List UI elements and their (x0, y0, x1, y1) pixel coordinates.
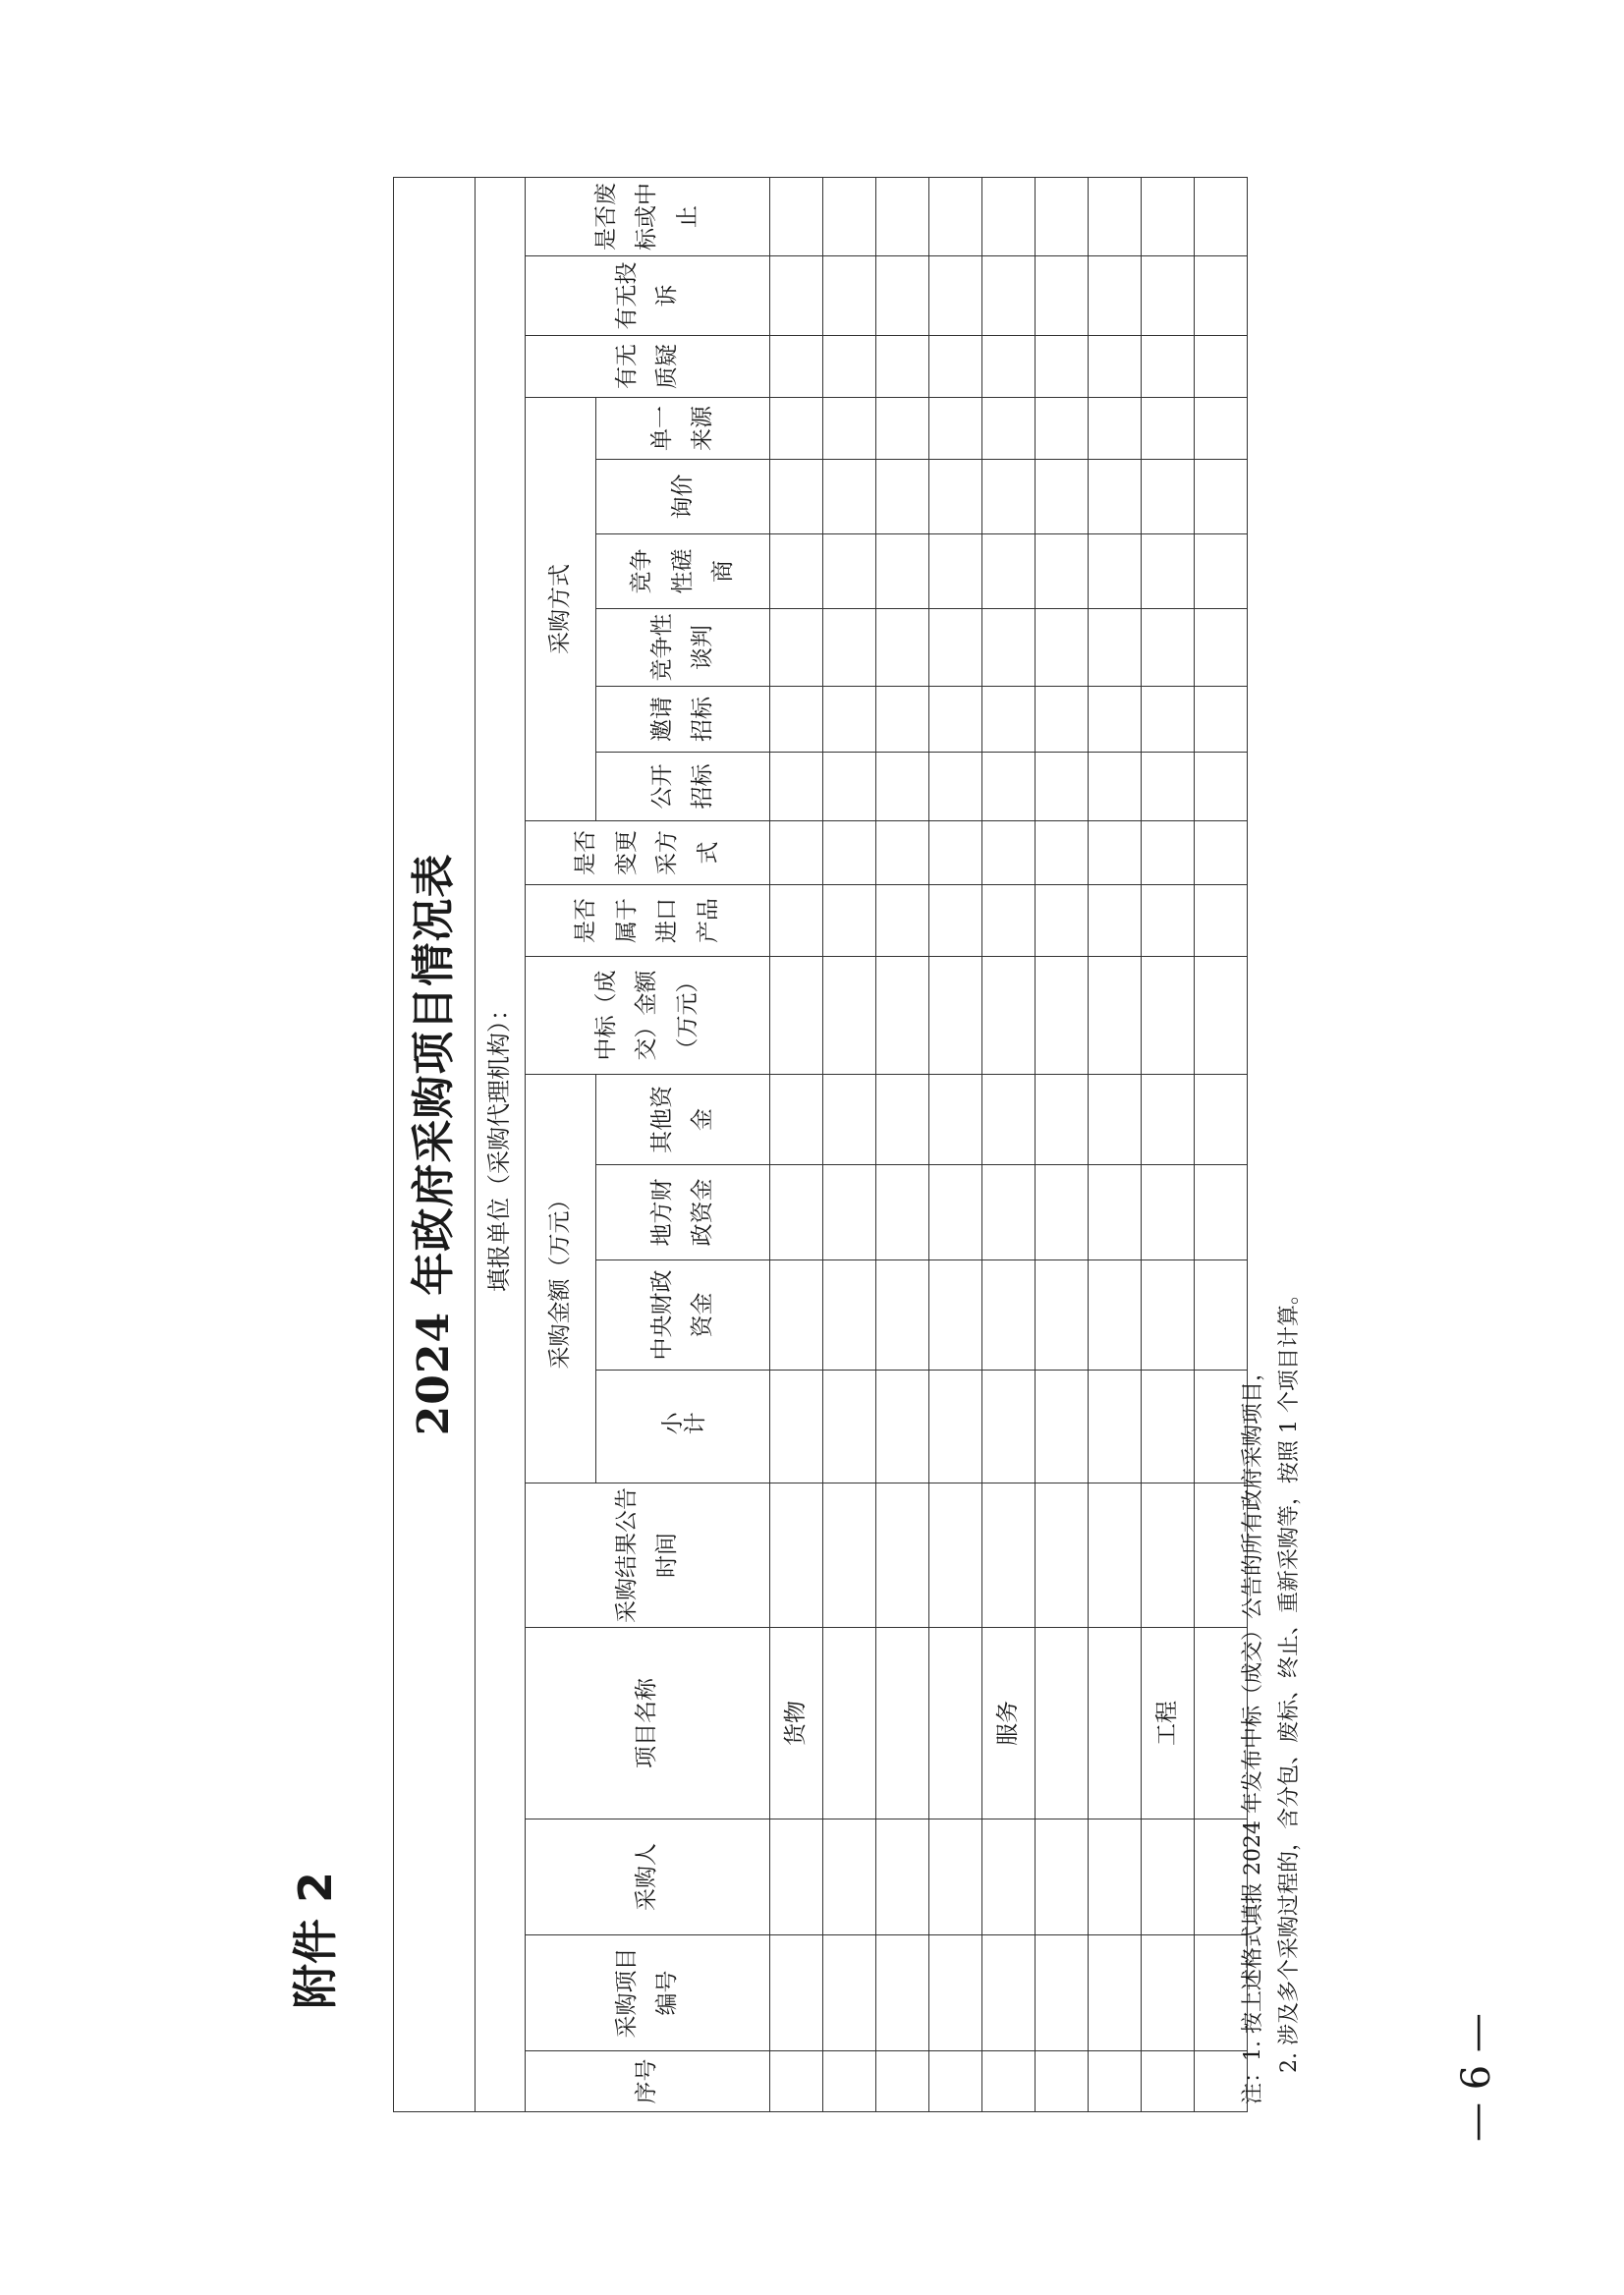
header-local-funds: 地方财政资金 (596, 1165, 770, 1260)
table-row (929, 178, 982, 2112)
table-row (1036, 178, 1089, 2112)
rotated-table-page (393, 183, 1572, 2112)
table-row (876, 178, 929, 2112)
header-project-name: 项目名称 (526, 1628, 770, 1819)
table-row (982, 178, 1036, 2112)
table-row (1142, 178, 1195, 2112)
category-services: 服务 (982, 1628, 1036, 1819)
page-number: — 6 — (1454, 2013, 1499, 2142)
header-seq: 序号 (526, 2051, 770, 2112)
header-single-source: 单一来源 (596, 398, 770, 460)
header-announce-time: 采购结果公告时间 (526, 1483, 770, 1628)
header-inquiry: 询价 (596, 460, 770, 534)
header-invited-tender: 邀请招标 (596, 687, 770, 753)
category-goods: 货物 (770, 1628, 823, 1819)
header-negotiation: 竞争性谈判 (596, 609, 770, 687)
header-method-group: 采购方式 (526, 398, 596, 821)
header-purchaser: 采购人 (526, 1819, 770, 1935)
category-construction: 工程 (1142, 1628, 1195, 1819)
footnote-1: 注：1. 按上述格式填报 2024 年发布中标（成交）公告的所有政府采购项目， (1241, 1360, 1265, 2104)
table-row (823, 178, 876, 2112)
header-amount-group: 采购金额（万元） (526, 1075, 596, 1483)
header-import: 是否属于进口产品 (526, 885, 770, 957)
header-award-amount: 中标（成交）金额（万元） (526, 957, 770, 1075)
table-row (770, 178, 823, 2112)
header-cancel: 是否废标或中止 (526, 178, 770, 256)
table-row (1089, 178, 1142, 2112)
header-central-funds: 中央财政资金 (596, 1260, 770, 1371)
procurement-table (393, 177, 1248, 2112)
header-project-number: 采购项目编号 (526, 1935, 770, 2051)
header-complaint: 有无投诉 (526, 256, 770, 336)
header-open-tender: 公开招标 (596, 753, 770, 821)
header-question: 有无质疑 (526, 336, 770, 398)
header-other-funds: 其他资金 (596, 1075, 770, 1165)
header-method-change: 是否变更采方式 (526, 821, 770, 885)
attachment-label: 附件 2 (289, 1871, 342, 2009)
reporting-unit-label: 填报单位（采购代理机构）： (476, 178, 526, 2112)
footnote-2: 2. 涉及多个采购过程的，含分包、废标、终止、重新采购等，按照 1 个项目计算。 (1277, 1283, 1302, 2073)
header-consultation: 竞争性磋商 (596, 534, 770, 609)
header-subtotal: 小计 (596, 1371, 770, 1483)
table-title: 2024 年政府采购项目情况表 (394, 178, 476, 2112)
